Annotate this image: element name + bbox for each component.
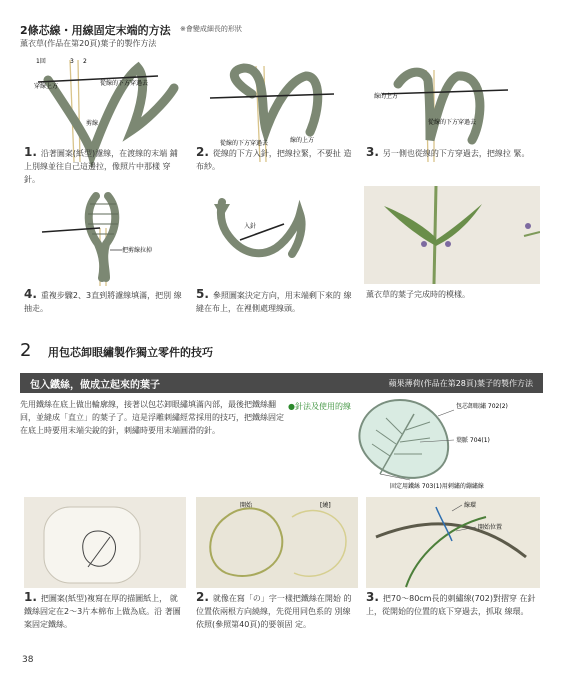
bottom-step-3-caption bbox=[366, 591, 541, 618]
step-1-caption bbox=[24, 146, 184, 186]
bottom-step-1-caption bbox=[24, 591, 184, 631]
fig1-label-6: 剪線 bbox=[86, 120, 99, 127]
fig1-label-5: 從線的下方穿過去 bbox=[100, 80, 149, 87]
bottom-photo-1-art bbox=[24, 497, 186, 588]
technique-bar-title: 包入鐵絲，做成立起來的葉子 bbox=[30, 380, 160, 391]
finished-caption bbox=[366, 288, 541, 301]
fig4-label-1: 把剪線拉掉 bbox=[122, 247, 153, 254]
bottom-step-2-number: 2. bbox=[196, 590, 209, 604]
fig1-label-1: 1回 bbox=[36, 58, 46, 65]
bottom-step-3-number: 3. bbox=[366, 590, 379, 604]
step-5-number: 5. bbox=[196, 287, 209, 301]
bottom-step-1-number: 1. bbox=[24, 590, 37, 604]
fig1-label-2: 3 bbox=[70, 58, 74, 65]
step-1-number: 1. bbox=[24, 145, 37, 159]
bottom-step-1-text: 把圖案(紙型)複寫在厚的描圖紙上， 就鐵絲固定在2～3片本棉布上做為底。沿 著圖案固定鐵絲。 bbox=[24, 594, 181, 629]
step-4-caption bbox=[24, 288, 184, 315]
fig-b2-label-2: [繞] bbox=[320, 502, 331, 509]
figure-step5 bbox=[200, 192, 340, 282]
fig-b3-label-2: 開始位置 bbox=[478, 524, 503, 531]
bottom-photo-2 bbox=[196, 497, 358, 588]
bottom-photo-1 bbox=[24, 497, 186, 588]
step-5-text: 參照圖案決定方向，用末端剩下來的 線縫在布上，在裡側處理線頭。 bbox=[196, 291, 352, 313]
legend-label-1: 包芯卸眼繡 702(2) bbox=[456, 403, 508, 410]
section2-title: 用包芯卸眼繡製作獨立零件的技巧 bbox=[48, 346, 213, 359]
bottom-step-3-text: 把70～80cm長的刺繡線(702)對摺穿 在針上，從開始的位置的底下穿過去，抓取 線環。 bbox=[366, 594, 536, 616]
finished-text: 薰衣草的葉子完成時的模樣。 bbox=[366, 290, 470, 299]
fig1-label-3: 2 bbox=[83, 58, 87, 65]
step-3-number: 3. bbox=[366, 145, 379, 159]
technique-bar bbox=[20, 373, 543, 393]
figure-step4 bbox=[40, 188, 170, 288]
fig-b3-label-1: 線環 bbox=[464, 502, 477, 509]
fig3-label-2: 從線的下方穿過去 bbox=[428, 119, 477, 126]
step-3-text: 另一側也從線的下方穿過去，把線拉 緊。 bbox=[382, 149, 530, 158]
bottom-step-2-caption bbox=[196, 591, 356, 631]
step-5-caption bbox=[196, 288, 356, 315]
fig2-label-1: 從線的下方穿過去 bbox=[220, 140, 269, 147]
technique-bar-reference: 蘋果薄荷(作品在第28頁)葉子的製作方法 bbox=[388, 379, 533, 388]
legend-title: ●針法及使用的線 bbox=[288, 402, 351, 411]
step-2-caption bbox=[196, 146, 356, 173]
bottom-step-2-text: 就像在寫「の」字一樣把鐵絲在開始 的位置依兩根方向繞線，先從用同色系的 別線依照(參照第40頁)的要領固 定。 bbox=[196, 594, 352, 629]
section2-number: 2 bbox=[20, 340, 32, 361]
fig-b2-label-1: 開始 bbox=[240, 502, 253, 509]
lavender-finished-photo bbox=[364, 186, 540, 284]
step-1-text: 沿著圖案(紙型)濾線，在渡線的末端 鋪上別線並往自己這邊拉，像照片中那樣 穿針。 bbox=[24, 149, 178, 184]
lavender-leaf-illustration bbox=[364, 186, 540, 284]
step-4-number: 4. bbox=[24, 287, 37, 301]
fig1-label-4: 穿線上方 bbox=[34, 83, 59, 90]
bottom-photo-2-art bbox=[196, 497, 358, 588]
fig2-label-2: 線的上方 bbox=[290, 137, 315, 144]
technique-description: 先用鐵絲在底上做出輪廓線，接著以包芯卸眼繡填滿內部，最後把鐵絲翻回，並縫成「直立」的葉子了。這是浮雕刺繡經常採用的技巧，把鐵絲固定在底上時要用末端尖銳的針，刺繡時要用末端圓滑的針。 bbox=[20, 400, 284, 435]
section-subtitle: 薰衣草(作品在第20頁)葉子的製作方法 bbox=[20, 39, 157, 48]
step-4-text: 重複步驟2、3直到將濾線填滿，把別 線抽走。 bbox=[24, 291, 182, 313]
step-2-number: 2. bbox=[196, 145, 209, 159]
step-3-caption bbox=[366, 146, 541, 160]
legend-leaf-diagram bbox=[350, 396, 540, 492]
section-title: 2條芯線・用線固定末端的方法 bbox=[20, 24, 171, 37]
bottom-photo-3-art bbox=[366, 497, 540, 588]
section-note: ※會變成細長的形狀 bbox=[180, 25, 242, 33]
bottom-photo-3 bbox=[366, 497, 540, 588]
step-2-text: 從線的下方入針，把線拉緊，不要扯 造布紗。 bbox=[196, 149, 352, 171]
fig3-label-1: 線的上方 bbox=[374, 93, 399, 100]
legend-label-2: 葉脈 704(1) bbox=[456, 437, 490, 444]
legend-label-3: 固定用鐵絲 703(1)用刺繡的繃繡線 bbox=[390, 483, 484, 490]
fig5-label-1: 入針 bbox=[244, 223, 257, 230]
page-number: 38 bbox=[22, 655, 34, 665]
